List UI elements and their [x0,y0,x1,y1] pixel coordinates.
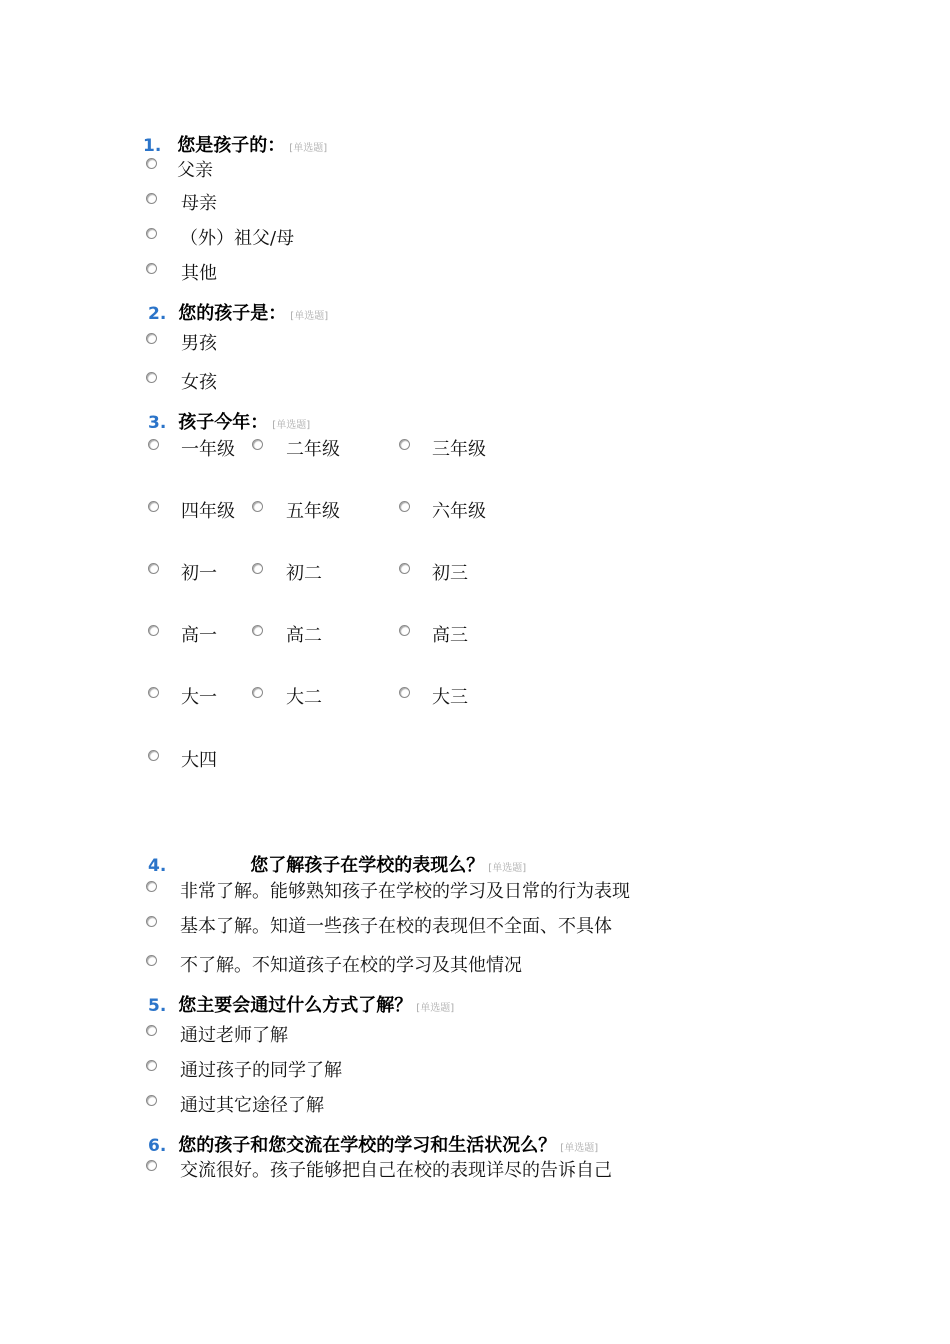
radio-button[interactable] [146,1060,157,1071]
option-label: 初三 [432,563,468,584]
radio-button[interactable] [148,439,159,450]
question-4-title [148,851,526,877]
radio-button[interactable] [146,333,157,344]
option-label: 母亲 [181,193,217,214]
question-1-title [143,131,327,157]
option-label: 五年级 [286,501,340,522]
option-label: 大一 [181,687,217,708]
question-type-tag: [单选题] [488,863,527,874]
radio-button[interactable] [148,563,159,574]
radio-button[interactable] [148,750,159,761]
option-label: 三年级 [432,439,486,460]
question-5-title [148,991,454,1017]
option-label: 一年级 [181,439,235,460]
option-label: 女孩 [181,372,217,393]
option-label: 不了解。不知道孩子在校的学习及其他情况 [180,955,522,976]
radio-button[interactable] [146,881,157,892]
radio-button[interactable] [399,563,410,574]
question-type-tag: [单选题] [289,143,328,154]
radio-button[interactable] [146,372,157,383]
question-number: 4. [148,856,167,876]
option-label: 男孩 [181,333,217,354]
radio-button[interactable] [252,625,263,636]
question-number: 6. [148,1136,167,1156]
option-label: 通过孩子的同学了解 [180,1060,342,1081]
question-text: 孩子今年： [178,412,269,433]
question-type-tag: [单选题] [290,311,329,322]
radio-button[interactable] [146,1160,157,1171]
question-text: 您主要会通过什么方式了解？ [178,995,413,1016]
question-number: 5. [148,996,167,1016]
option-label: 初一 [181,563,217,584]
option-label: 通过其它途径了解 [180,1095,324,1116]
option-label: 大二 [286,687,322,708]
radio-button[interactable] [146,158,157,169]
radio-button[interactable] [252,687,263,698]
option-label: 非常了解。能够熟知孩子在学校的学习及日常的行为表现 [180,881,630,902]
radio-button[interactable] [399,687,410,698]
radio-button[interactable] [252,501,263,512]
question-6-title [148,1131,598,1157]
question-type-tag: [单选题] [416,1003,455,1014]
radio-button[interactable] [146,955,157,966]
option-label: 二年级 [286,439,340,460]
question-2-title [148,299,328,325]
option-label: 基本了解。知道一些孩子在校的表现但不全面、不具体 [180,916,612,937]
radio-button[interactable] [146,916,157,927]
option-label: 高一 [181,625,217,646]
question-number: 3. [148,413,167,433]
radio-button[interactable] [146,1025,157,1036]
option-label: 大四 [181,750,217,771]
radio-button[interactable] [399,501,410,512]
radio-button[interactable] [252,563,263,574]
option-label: 高二 [286,625,322,646]
question-text: 您了解孩子在学校的表现么？ [250,855,485,876]
option-label: 父亲 [177,160,213,181]
question-number: 1. [143,136,162,156]
radio-button[interactable] [399,439,410,450]
radio-button[interactable] [148,501,159,512]
option-label: 大三 [432,687,468,708]
question-text: 您是孩子的： [177,135,286,156]
radio-button[interactable] [146,193,157,204]
option-label: （外）祖父/母 [180,228,295,249]
radio-button[interactable] [148,687,159,698]
option-label: 初二 [286,563,322,584]
option-label: 通过老师了解 [180,1025,288,1046]
radio-button[interactable] [148,625,159,636]
option-label: 其他 [181,263,217,284]
option-label: 四年级 [181,501,235,522]
radio-button[interactable] [252,439,263,450]
question-text: 您的孩子是： [178,303,287,324]
option-label: 六年级 [432,501,486,522]
radio-button[interactable] [146,263,157,274]
question-type-tag: [单选题] [272,420,311,431]
radio-button[interactable] [399,625,410,636]
radio-button[interactable] [146,1095,157,1106]
option-label: 高三 [432,625,468,646]
question-number: 2. [148,304,167,324]
radio-button[interactable] [146,228,157,239]
option-label: 交流很好。孩子能够把自己在校的表现详尽的告诉自己 [180,1160,612,1181]
question-type-tag: [单选题] [560,1143,599,1154]
question-text: 您的孩子和您交流在学校的学习和生活状况么？ [178,1135,557,1156]
question-3-title [148,408,310,434]
